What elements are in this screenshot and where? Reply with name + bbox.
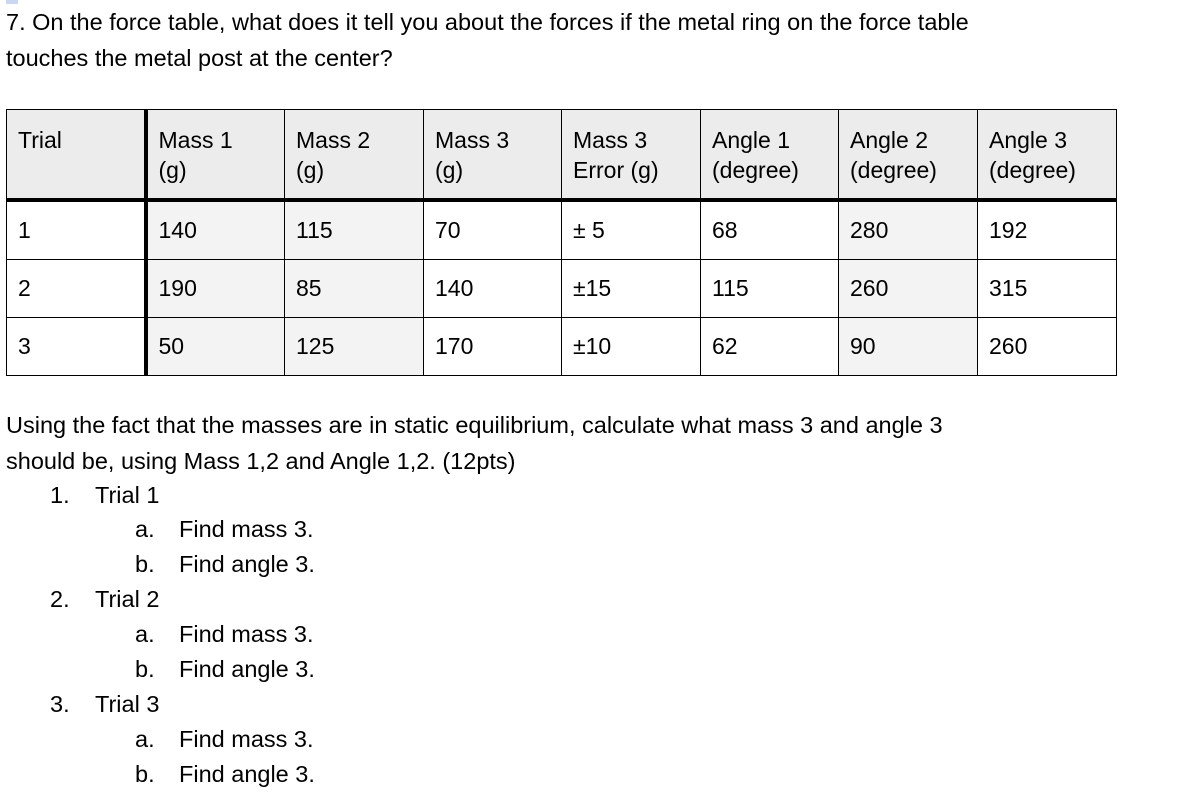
cell-mass-1: 190 bbox=[146, 259, 285, 317]
instructions-paragraph bbox=[6, 408, 1166, 479]
list-item-trial-2 bbox=[50, 582, 159, 617]
question-line-2: touches the metal post at the center? bbox=[6, 45, 393, 71]
cell-angle-1: 62 bbox=[701, 317, 839, 375]
list-number: 2. bbox=[50, 586, 70, 612]
cell-angle-1: 68 bbox=[701, 200, 839, 260]
list-label: Trial 3 bbox=[95, 691, 160, 717]
list-subitem bbox=[135, 722, 314, 757]
sub-letter: a. bbox=[135, 516, 155, 542]
sub-text: Find angle 3. bbox=[179, 656, 315, 682]
sub-letter: a. bbox=[135, 726, 155, 752]
header-mass-3-error: Mass 3 Error (g) bbox=[562, 110, 701, 200]
sub-text: Find mass 3. bbox=[179, 621, 314, 647]
cell-mass-3: 140 bbox=[424, 259, 562, 317]
header-angle-1: Angle 1 (degree) bbox=[701, 110, 839, 200]
cell-mass-1: 140 bbox=[146, 200, 285, 260]
cell-angle-2: 260 bbox=[839, 259, 978, 317]
table-header-row bbox=[7, 110, 1117, 200]
list-subitem bbox=[135, 512, 314, 547]
list-label: Trial 2 bbox=[95, 586, 160, 612]
cell-angle-3: 315 bbox=[978, 259, 1117, 317]
sub-text: Find angle 3. bbox=[179, 551, 315, 577]
list-item-trial-3 bbox=[50, 687, 159, 722]
table-row bbox=[7, 259, 1117, 317]
sub-text: Find angle 3. bbox=[179, 761, 315, 787]
question-7 bbox=[6, 4, 1166, 76]
header-trial: Trial bbox=[7, 110, 146, 200]
cell-trial: 3 bbox=[7, 317, 146, 375]
list-subitem bbox=[135, 617, 314, 652]
cell-mass-3: 170 bbox=[424, 317, 562, 375]
cell-angle-2: 280 bbox=[839, 200, 978, 260]
list-subitem bbox=[135, 547, 315, 582]
cell-angle-3: 260 bbox=[978, 317, 1117, 375]
cell-mass-3-error: ±10 bbox=[562, 317, 701, 375]
cell-angle-3: 192 bbox=[978, 200, 1117, 260]
header-mass-2: Mass 2 (g) bbox=[285, 110, 424, 200]
header-mass-1: Mass 1 (g) bbox=[146, 110, 285, 200]
list-number: 3. bbox=[50, 691, 70, 717]
cell-angle-1: 115 bbox=[701, 259, 839, 317]
list-item-trial-1 bbox=[50, 478, 159, 513]
list-label: Trial 1 bbox=[95, 482, 160, 508]
cell-mass-1: 50 bbox=[146, 317, 285, 375]
sub-letter: b. bbox=[135, 656, 155, 682]
header-angle-3: Angle 3 (degree) bbox=[978, 110, 1117, 200]
cell-angle-2: 90 bbox=[839, 317, 978, 375]
list-number: 1. bbox=[50, 482, 70, 508]
question-line-1: 7. On the force table, what does it tell you about the forces if the metal ring on the force table bbox=[6, 9, 969, 35]
cell-mass-3-error: ± 5 bbox=[562, 200, 701, 260]
cell-mass-2: 85 bbox=[285, 259, 424, 317]
cell-mass-3: 70 bbox=[424, 200, 562, 260]
cell-mass-3-error: ±15 bbox=[562, 259, 701, 317]
instructions-line-1: Using the fact that the masses are in static equilibrium, calculate what mass 3 and angle 3 bbox=[6, 412, 943, 438]
instructions-line-2: should be, using Mass 1,2 and Angle 1,2. (12pts) bbox=[6, 447, 516, 474]
force-table-data bbox=[6, 109, 1117, 376]
list-subitem bbox=[135, 652, 315, 687]
cell-mass-2: 125 bbox=[285, 317, 424, 375]
table-row bbox=[7, 200, 1117, 260]
cell-mass-2: 115 bbox=[285, 200, 424, 260]
sub-letter: b. bbox=[135, 761, 155, 787]
cell-trial: 2 bbox=[7, 259, 146, 317]
header-mass-3: Mass 3 (g) bbox=[424, 110, 562, 200]
sub-text: Find mass 3. bbox=[179, 516, 314, 542]
sub-letter: b. bbox=[135, 551, 155, 577]
list-subitem bbox=[135, 757, 315, 792]
header-angle-2: Angle 2 (degree) bbox=[839, 110, 978, 200]
sub-letter: a. bbox=[135, 621, 155, 647]
table-row bbox=[7, 317, 1117, 375]
sub-text: Find mass 3. bbox=[179, 726, 314, 752]
cell-trial: 1 bbox=[7, 200, 146, 260]
